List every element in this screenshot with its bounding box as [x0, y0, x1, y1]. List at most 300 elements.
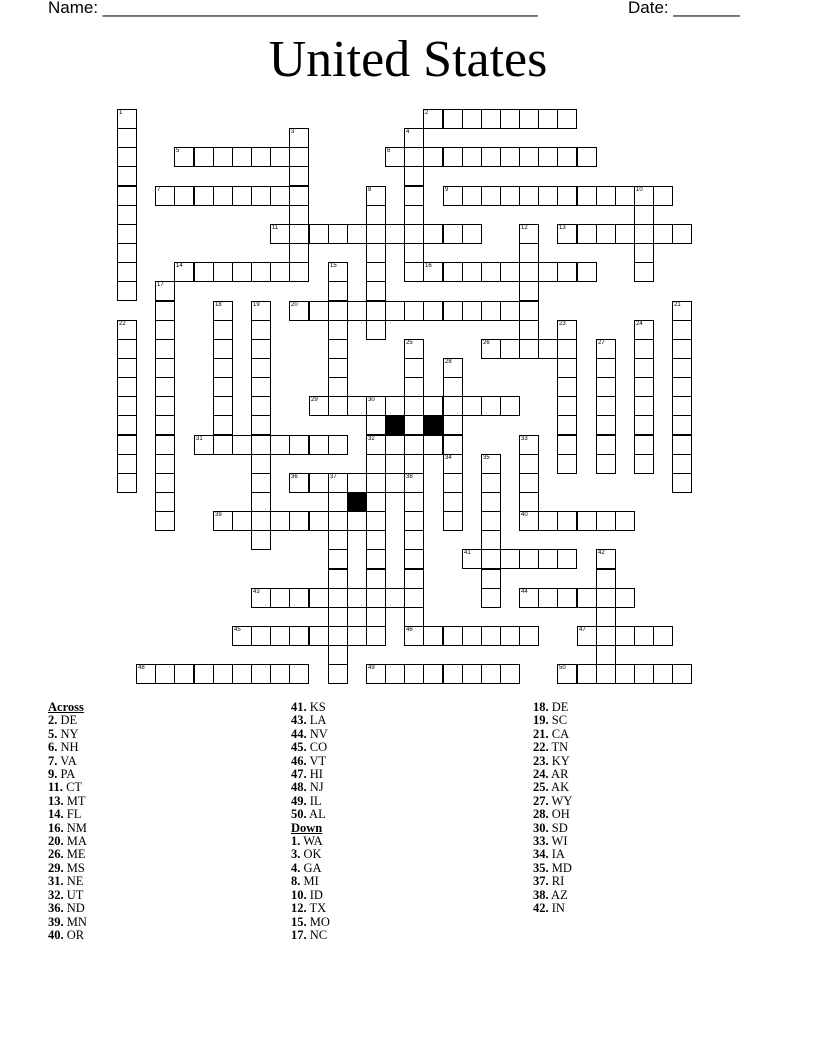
- grid-cell[interactable]: [577, 224, 597, 244]
- grid-cell[interactable]: [213, 186, 233, 206]
- grid-cell[interactable]: [443, 664, 463, 684]
- grid-cell[interactable]: [289, 664, 309, 684]
- grid-cell[interactable]: [309, 626, 329, 646]
- grid-cell[interactable]: [443, 147, 463, 167]
- grid-cell[interactable]: [672, 396, 692, 416]
- grid-cell[interactable]: [615, 626, 635, 646]
- grid-cell[interactable]: [155, 339, 175, 359]
- grid-cell[interactable]: [155, 492, 175, 512]
- grid-cell[interactable]: [117, 339, 137, 359]
- grid-cell[interactable]: [270, 664, 290, 684]
- grid-cell[interactable]: [366, 281, 386, 301]
- grid-cell[interactable]: [443, 396, 463, 416]
- grid-cell[interactable]: [404, 607, 424, 627]
- grid-cell[interactable]: [443, 377, 463, 397]
- grid-cell[interactable]: [462, 664, 482, 684]
- grid-cell[interactable]: [596, 626, 616, 646]
- grid-cell[interactable]: [596, 339, 616, 359]
- grid-cell[interactable]: [557, 454, 577, 474]
- grid-cell[interactable]: [443, 224, 463, 244]
- grid-cell[interactable]: [155, 664, 175, 684]
- grid-cell[interactable]: [213, 415, 233, 435]
- grid-cell[interactable]: [251, 301, 271, 321]
- grid-cell[interactable]: [538, 588, 558, 608]
- grid-cell[interactable]: [232, 147, 252, 167]
- grid-cell[interactable]: [232, 262, 252, 282]
- grid-cell[interactable]: [481, 262, 501, 282]
- grid-cell[interactable]: [519, 339, 539, 359]
- grid-cell[interactable]: [577, 186, 597, 206]
- grid-cell[interactable]: [634, 664, 654, 684]
- grid-cell[interactable]: [404, 339, 424, 359]
- grid-cell[interactable]: [634, 377, 654, 397]
- grid-cell[interactable]: [500, 339, 520, 359]
- grid-cell[interactable]: [289, 588, 309, 608]
- grid-cell[interactable]: [443, 186, 463, 206]
- grid-cell[interactable]: [519, 588, 539, 608]
- grid-cell[interactable]: [404, 128, 424, 148]
- grid-cell[interactable]: [289, 243, 309, 263]
- grid-cell[interactable]: [117, 109, 137, 129]
- grid-cell[interactable]: [462, 147, 482, 167]
- grid-cell[interactable]: [443, 358, 463, 378]
- grid-cell[interactable]: [404, 588, 424, 608]
- grid-cell[interactable]: [404, 664, 424, 684]
- grid-cell[interactable]: [366, 511, 386, 531]
- grid-cell[interactable]: [251, 511, 271, 531]
- grid-cell[interactable]: [155, 435, 175, 455]
- grid-cell[interactable]: [213, 339, 233, 359]
- grid-cell[interactable]: [481, 339, 501, 359]
- grid-cell[interactable]: [519, 473, 539, 493]
- grid-cell[interactable]: [615, 664, 635, 684]
- grid-cell[interactable]: [423, 396, 443, 416]
- grid-cell[interactable]: [289, 435, 309, 455]
- grid-cell[interactable]: [596, 435, 616, 455]
- grid-cell[interactable]: [500, 664, 520, 684]
- grid-cell[interactable]: [423, 109, 443, 129]
- grid-cell[interactable]: [443, 415, 463, 435]
- grid-cell[interactable]: [289, 301, 309, 321]
- grid-cell[interactable]: [328, 358, 348, 378]
- grid-cell[interactable]: [366, 396, 386, 416]
- grid-cell[interactable]: [366, 492, 386, 512]
- grid-cell[interactable]: [213, 396, 233, 416]
- grid-cell[interactable]: [462, 396, 482, 416]
- grid-cell[interactable]: [596, 569, 616, 589]
- grid-cell[interactable]: [251, 377, 271, 397]
- grid-cell[interactable]: [155, 186, 175, 206]
- grid-cell[interactable]: [366, 262, 386, 282]
- grid-cell[interactable]: [174, 664, 194, 684]
- grid-cell[interactable]: [481, 454, 501, 474]
- grid-cell[interactable]: [596, 664, 616, 684]
- grid-cell[interactable]: [481, 549, 501, 569]
- grid-cell[interactable]: [251, 358, 271, 378]
- grid-cell[interactable]: [596, 607, 616, 627]
- grid-cell[interactable]: [155, 320, 175, 340]
- grid-cell[interactable]: [596, 588, 616, 608]
- grid-cell[interactable]: [404, 492, 424, 512]
- grid-cell[interactable]: [481, 664, 501, 684]
- grid-cell[interactable]: [289, 626, 309, 646]
- grid-cell[interactable]: [232, 664, 252, 684]
- grid-cell[interactable]: [500, 549, 520, 569]
- grid-cell[interactable]: [289, 262, 309, 282]
- grid-cell[interactable]: [443, 626, 463, 646]
- grid-cell[interactable]: [481, 186, 501, 206]
- grid-cell[interactable]: [289, 224, 309, 244]
- grid-cell[interactable]: [385, 588, 405, 608]
- grid-cell[interactable]: [443, 454, 463, 474]
- grid-cell[interactable]: [672, 358, 692, 378]
- grid-cell[interactable]: [481, 569, 501, 589]
- grid-cell[interactable]: [557, 396, 577, 416]
- grid-cell[interactable]: [270, 186, 290, 206]
- grid-cell[interactable]: [155, 377, 175, 397]
- grid-cell[interactable]: [251, 396, 271, 416]
- grid-cell[interactable]: [423, 224, 443, 244]
- grid-cell[interactable]: [155, 396, 175, 416]
- grid-cell[interactable]: [519, 147, 539, 167]
- grid-cell[interactable]: [117, 186, 137, 206]
- grid-cell[interactable]: [366, 301, 386, 321]
- grid-cell[interactable]: [462, 109, 482, 129]
- grid-cell[interactable]: [538, 511, 558, 531]
- grid-cell[interactable]: [672, 320, 692, 340]
- grid-cell[interactable]: [251, 435, 271, 455]
- grid-cell[interactable]: [615, 224, 635, 244]
- grid-cell[interactable]: [634, 205, 654, 225]
- grid-cell[interactable]: [366, 664, 386, 684]
- grid-cell[interactable]: [462, 549, 482, 569]
- grid-cell[interactable]: [481, 530, 501, 550]
- grid-cell[interactable]: [519, 626, 539, 646]
- grid-cell[interactable]: [500, 186, 520, 206]
- grid-cell[interactable]: [577, 626, 597, 646]
- grid-cell[interactable]: [270, 147, 290, 167]
- grid-cell[interactable]: [194, 186, 214, 206]
- grid-cell[interactable]: [672, 301, 692, 321]
- grid-cell[interactable]: [385, 435, 405, 455]
- grid-cell[interactable]: [366, 243, 386, 263]
- grid-cell[interactable]: [155, 511, 175, 531]
- grid-cell[interactable]: [481, 626, 501, 646]
- grid-cell[interactable]: [481, 301, 501, 321]
- grid-cell[interactable]: [347, 473, 367, 493]
- grid-cell[interactable]: [538, 186, 558, 206]
- grid-cell[interactable]: [462, 626, 482, 646]
- grid-cell[interactable]: [500, 301, 520, 321]
- grid-cell[interactable]: [232, 186, 252, 206]
- grid-cell[interactable]: [366, 569, 386, 589]
- grid-cell[interactable]: [213, 301, 233, 321]
- grid-cell[interactable]: [634, 435, 654, 455]
- grid-cell[interactable]: [404, 415, 424, 435]
- grid-cell[interactable]: [232, 626, 252, 646]
- grid-cell[interactable]: [347, 224, 367, 244]
- grid-cell[interactable]: [519, 243, 539, 263]
- grid-cell[interactable]: [289, 147, 309, 167]
- grid-cell[interactable]: [557, 339, 577, 359]
- grid-cell[interactable]: [634, 186, 654, 206]
- grid-cell[interactable]: [117, 128, 137, 148]
- grid-cell[interactable]: [194, 664, 214, 684]
- grid-cell[interactable]: [462, 186, 482, 206]
- grid-cell[interactable]: [328, 262, 348, 282]
- grid-cell[interactable]: [117, 166, 137, 186]
- grid-cell[interactable]: [385, 224, 405, 244]
- grid-cell[interactable]: [366, 320, 386, 340]
- grid-cell[interactable]: [404, 262, 424, 282]
- grid-cell[interactable]: [500, 262, 520, 282]
- grid-cell[interactable]: [366, 473, 386, 493]
- grid-cell[interactable]: [194, 262, 214, 282]
- grid-cell[interactable]: [270, 224, 290, 244]
- grid-cell[interactable]: [557, 377, 577, 397]
- grid-cell[interactable]: [117, 396, 137, 416]
- grid-cell[interactable]: [634, 415, 654, 435]
- grid-cell[interactable]: [404, 243, 424, 263]
- grid-cell[interactable]: [213, 262, 233, 282]
- grid-cell[interactable]: [672, 377, 692, 397]
- grid-cell[interactable]: [634, 626, 654, 646]
- grid-cell[interactable]: [251, 473, 271, 493]
- grid-cell[interactable]: [557, 262, 577, 282]
- grid-cell[interactable]: [213, 320, 233, 340]
- grid-cell[interactable]: [596, 454, 616, 474]
- grid-cell[interactable]: [423, 435, 443, 455]
- grid-cell[interactable]: [385, 147, 405, 167]
- grid-cell[interactable]: [117, 415, 137, 435]
- grid-cell[interactable]: [213, 377, 233, 397]
- grid-cell[interactable]: [328, 301, 348, 321]
- grid-cell[interactable]: [117, 473, 137, 493]
- grid-cell[interactable]: [634, 243, 654, 263]
- grid-cell[interactable]: [155, 415, 175, 435]
- grid-cell[interactable]: [596, 549, 616, 569]
- grid-cell[interactable]: [538, 262, 558, 282]
- grid-cell[interactable]: [347, 511, 367, 531]
- grid-cell[interactable]: [366, 549, 386, 569]
- grid-cell[interactable]: [634, 454, 654, 474]
- grid-cell[interactable]: [117, 262, 137, 282]
- grid-cell[interactable]: [328, 511, 348, 531]
- grid-cell[interactable]: [309, 435, 329, 455]
- grid-cell[interactable]: [117, 454, 137, 474]
- grid-cell[interactable]: [366, 186, 386, 206]
- grid-cell[interactable]: [481, 588, 501, 608]
- grid-cell[interactable]: [347, 301, 367, 321]
- grid-cell[interactable]: [328, 530, 348, 550]
- grid-cell[interactable]: [328, 664, 348, 684]
- grid-cell[interactable]: [557, 549, 577, 569]
- grid-cell[interactable]: [423, 626, 443, 646]
- grid-cell[interactable]: [251, 454, 271, 474]
- grid-cell[interactable]: [404, 549, 424, 569]
- grid-cell[interactable]: [500, 396, 520, 416]
- grid-cell[interactable]: [500, 147, 520, 167]
- grid-cell[interactable]: [232, 511, 252, 531]
- grid-cell[interactable]: [289, 166, 309, 186]
- grid-cell[interactable]: [481, 492, 501, 512]
- grid-cell[interactable]: [270, 626, 290, 646]
- grid-cell[interactable]: [328, 377, 348, 397]
- grid-cell[interactable]: [519, 224, 539, 244]
- grid-cell[interactable]: [519, 262, 539, 282]
- grid-cell[interactable]: [328, 339, 348, 359]
- grid-cell[interactable]: [289, 473, 309, 493]
- grid-cell[interactable]: [519, 281, 539, 301]
- grid-cell[interactable]: [347, 626, 367, 646]
- grid-cell[interactable]: [653, 186, 673, 206]
- grid-cell[interactable]: [347, 396, 367, 416]
- grid-cell[interactable]: [309, 396, 329, 416]
- grid-cell[interactable]: [404, 626, 424, 646]
- grid-cell[interactable]: [596, 186, 616, 206]
- grid-cell[interactable]: [117, 243, 137, 263]
- grid-cell[interactable]: [404, 166, 424, 186]
- grid-cell[interactable]: [328, 645, 348, 665]
- grid-cell[interactable]: [328, 569, 348, 589]
- grid-cell[interactable]: [328, 588, 348, 608]
- grid-cell[interactable]: [557, 435, 577, 455]
- grid-cell[interactable]: [519, 492, 539, 512]
- grid-cell[interactable]: [347, 588, 367, 608]
- grid-cell[interactable]: [634, 358, 654, 378]
- grid-cell[interactable]: [557, 511, 577, 531]
- grid-cell[interactable]: [672, 664, 692, 684]
- grid-cell[interactable]: [251, 626, 271, 646]
- grid-cell[interactable]: [577, 147, 597, 167]
- grid-cell[interactable]: [596, 415, 616, 435]
- grid-cell[interactable]: [557, 588, 577, 608]
- grid-cell[interactable]: [443, 262, 463, 282]
- grid-cell[interactable]: [557, 358, 577, 378]
- grid-cell[interactable]: [366, 435, 386, 455]
- grid-cell[interactable]: [366, 530, 386, 550]
- grid-cell[interactable]: [481, 147, 501, 167]
- grid-cell[interactable]: [251, 492, 271, 512]
- grid-cell[interactable]: [174, 262, 194, 282]
- grid-cell[interactable]: [577, 262, 597, 282]
- grid-cell[interactable]: [117, 224, 137, 244]
- grid-cell[interactable]: [328, 320, 348, 340]
- grid-cell[interactable]: [117, 205, 137, 225]
- grid-cell[interactable]: [443, 492, 463, 512]
- grid-cell[interactable]: [385, 301, 405, 321]
- grid-cell[interactable]: [404, 435, 424, 455]
- grid-cell[interactable]: [404, 205, 424, 225]
- grid-cell[interactable]: [251, 664, 271, 684]
- grid-cell[interactable]: [634, 396, 654, 416]
- grid-cell[interactable]: [213, 435, 233, 455]
- grid-cell[interactable]: [232, 435, 252, 455]
- grid-cell[interactable]: [366, 588, 386, 608]
- grid-cell[interactable]: [328, 435, 348, 455]
- grid-cell[interactable]: [117, 358, 137, 378]
- grid-cell[interactable]: [117, 147, 137, 167]
- grid-cell[interactable]: [213, 147, 233, 167]
- grid-cell[interactable]: [481, 473, 501, 493]
- grid-cell[interactable]: [672, 224, 692, 244]
- grid-cell[interactable]: [557, 415, 577, 435]
- grid-cell[interactable]: [270, 435, 290, 455]
- grid-cell[interactable]: [519, 511, 539, 531]
- grid-cell[interactable]: [538, 549, 558, 569]
- grid-cell[interactable]: [155, 473, 175, 493]
- grid-cell[interactable]: [557, 224, 577, 244]
- grid-cell[interactable]: [366, 626, 386, 646]
- grid-cell[interactable]: [404, 301, 424, 321]
- grid-cell[interactable]: [117, 281, 137, 301]
- grid-cell[interactable]: [404, 396, 424, 416]
- grid-cell[interactable]: [328, 396, 348, 416]
- grid-cell[interactable]: [213, 511, 233, 531]
- grid-cell[interactable]: [404, 186, 424, 206]
- grid-cell[interactable]: [672, 435, 692, 455]
- grid-cell[interactable]: [634, 224, 654, 244]
- grid-cell[interactable]: [519, 320, 539, 340]
- grid-cell[interactable]: [443, 109, 463, 129]
- grid-cell[interactable]: [557, 147, 577, 167]
- grid-cell[interactable]: [519, 301, 539, 321]
- grid-cell[interactable]: [289, 511, 309, 531]
- grid-cell[interactable]: [366, 607, 386, 627]
- grid-cell[interactable]: [404, 530, 424, 550]
- grid-cell[interactable]: [366, 205, 386, 225]
- grid-cell[interactable]: [481, 109, 501, 129]
- grid-cell[interactable]: [251, 186, 271, 206]
- grid-cell[interactable]: [194, 435, 214, 455]
- grid-cell[interactable]: [596, 358, 616, 378]
- grid-cell[interactable]: [577, 664, 597, 684]
- grid-cell[interactable]: [596, 224, 616, 244]
- grid-cell[interactable]: [615, 588, 635, 608]
- grid-cell[interactable]: [117, 320, 137, 340]
- grid-cell[interactable]: [213, 358, 233, 378]
- grid-cell[interactable]: [404, 358, 424, 378]
- grid-cell[interactable]: [443, 511, 463, 531]
- grid-cell[interactable]: [174, 147, 194, 167]
- grid-cell[interactable]: [634, 339, 654, 359]
- grid-cell[interactable]: [596, 645, 616, 665]
- grid-cell[interactable]: [443, 301, 463, 321]
- grid-cell[interactable]: [519, 454, 539, 474]
- grid-cell[interactable]: [557, 109, 577, 129]
- grid-cell[interactable]: [309, 301, 329, 321]
- grid-cell[interactable]: [672, 339, 692, 359]
- grid-cell[interactable]: [155, 301, 175, 321]
- grid-cell[interactable]: [251, 588, 271, 608]
- grid-cell[interactable]: [653, 224, 673, 244]
- grid-cell[interactable]: [155, 358, 175, 378]
- grid-cell[interactable]: [309, 473, 329, 493]
- grid-cell[interactable]: [194, 147, 214, 167]
- grid-cell[interactable]: [519, 109, 539, 129]
- grid-cell[interactable]: [404, 147, 424, 167]
- grid-cell[interactable]: [538, 147, 558, 167]
- grid-cell[interactable]: [270, 588, 290, 608]
- grid-cell[interactable]: [309, 588, 329, 608]
- grid-cell[interactable]: [270, 262, 290, 282]
- grid-cell[interactable]: [672, 454, 692, 474]
- grid-cell[interactable]: [270, 511, 290, 531]
- grid-cell[interactable]: [404, 224, 424, 244]
- grid-cell[interactable]: [519, 435, 539, 455]
- grid-cell[interactable]: [251, 415, 271, 435]
- grid-cell[interactable]: [251, 147, 271, 167]
